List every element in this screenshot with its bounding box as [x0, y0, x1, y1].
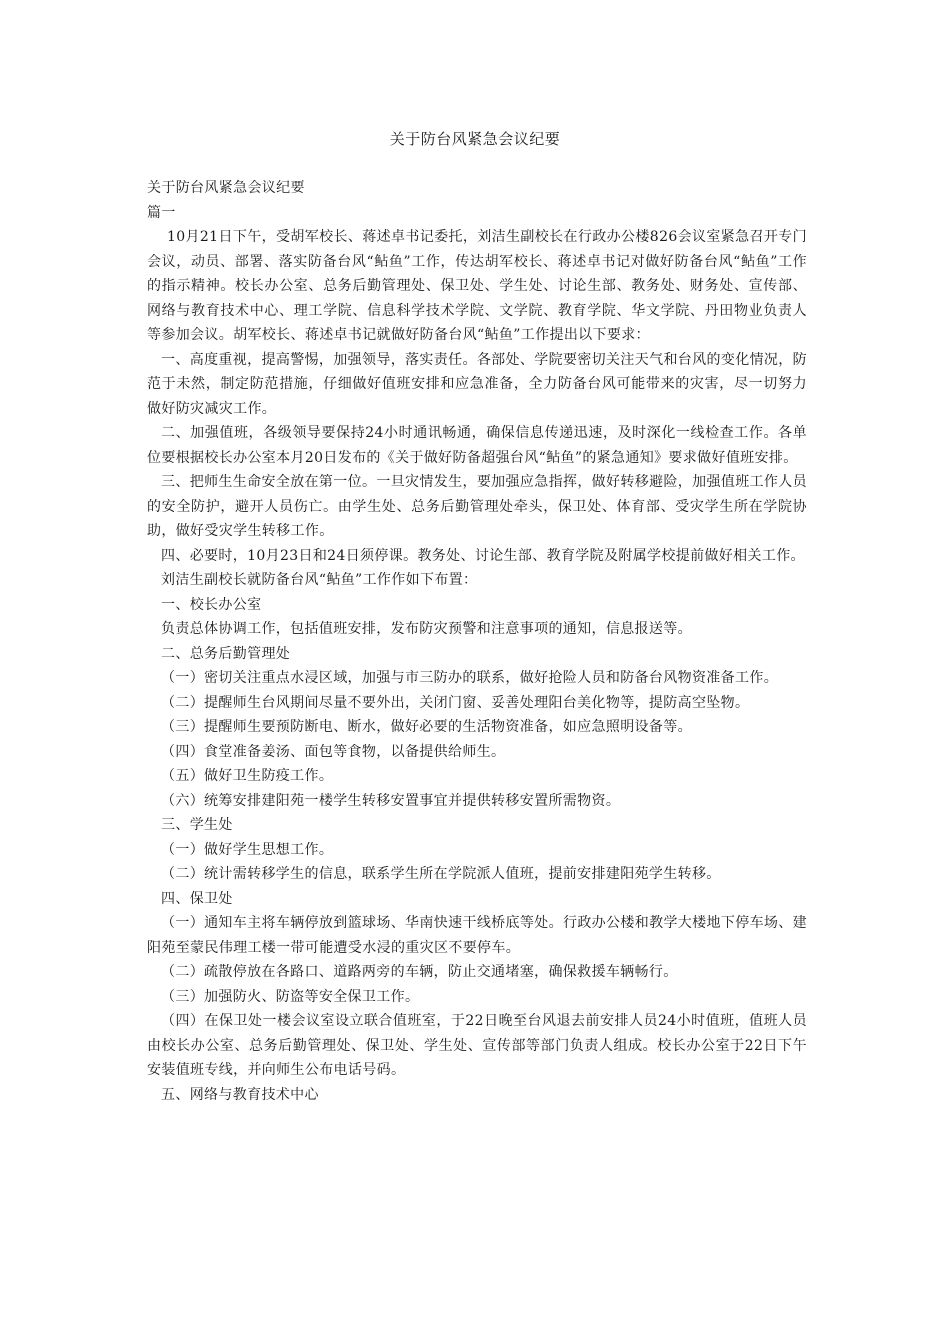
paragraph: （一）密切关注重点水浸区域，加强与市三防办的联系，做好抢险人员和防备台风物资准备工作。 — [161, 670, 779, 686]
paragraph: 二、总务后勤管理处 — [161, 645, 291, 662]
paragraph: （二）疏散停放在各路口、道路两旁的车辆，防止交通堵塞，确保救援车辆畅行。 — [161, 964, 678, 980]
paragraph: （一）通知车主将车辆停放到篮球场、华南快速干线桥底等处。行政办公楼和教学大楼地下停车场、建阳苑至蒙民伟理工楼一带可能遭受水浸的重灾区不要停车。 — [147, 915, 807, 956]
paragraph: （四）在保卫处一楼会议室设立联合值班室，于22日晚至台风退去前安排人员24小时值班，值班人员由校长办公室、总务后勤管理处、保卫处、学生处、宣传部等部门负责人组成。校长办公室于22日下午安装值班专线，并向师生公布电话号码。 — [147, 1013, 807, 1078]
paragraph: 一、校长办公室 — [161, 596, 262, 613]
paragraph: （五）做好卫生防疫工作。 — [161, 768, 334, 784]
paragraph: （一）做好学生思想工作。 — [161, 841, 334, 858]
paragraph: 三、学生处 — [161, 817, 233, 833]
paragraph: 二、加强值班，各级领导要保持24小时通讯畅通，确保信息传递迅速，及时深化一线检查工作。各单位要根据校长办公室本月20日发布的《关于做好防备超强台风“鲇鱼”的紧急通知》要求做好值班安排。 — [147, 425, 807, 466]
paragraph: 篇一 — [147, 204, 176, 221]
paragraph: （三）加强防火、防盗等安全保卫工作。 — [161, 988, 420, 1005]
paragraph: （三）提醒师生要预防断电、断水，做好必要的生活物资准备，如应急照明设备等。 — [161, 719, 692, 735]
paragraph: 四、必要时，10月23日和24日须停课。教务处、讨论生部、教育学院及附属学校提前做好相关工作。 — [161, 547, 805, 564]
paragraph: （二）统计需转移学生的信息，联系学生所在学院派人值班，提前安排建阳苑学生转移。 — [161, 866, 721, 882]
paragraph: 三、把师生生命安全放在第一位。一旦灾情发生，要加强应急指挥，做好转移避险，加强值班工作人员的安全防护，避开人员伤亡。由学生处、总务后勤管理处牵头，保卫处、体育部、受灾学生所在学院协助，做好受灾学生转移工作。 — [147, 474, 807, 539]
paragraph: （四）食堂准备姜汤、面包等食物，以备提供给师生。 — [161, 743, 506, 760]
paragraph: （二）提醒师生台风期间尽量不要外出，关闭门窗、妥善处理阳台美化物等，提防高空坠物。 — [161, 694, 750, 711]
paragraph: 五、网络与教育技术中心 — [161, 1086, 319, 1103]
paragraph: （六）统筹安排建阳苑一楼学生转移安置事宜并提供转移安置所需物资。 — [161, 792, 621, 809]
paragraph: 刘洁生副校长就防备台风“鲇鱼”工作作如下布置： — [161, 572, 478, 588]
paragraph: 10月21日下午，受胡军校长、蒋述卓书记委托，刘洁生副校长在行政办公楼826会议室紧急召开专门会议，动员、部署、落实防备台风“鲇鱼”工作，传达胡军校长、蒋述卓书记对做好防备台风“鲇鱼”工作的指示精神。校长办公室、总务后勤管理处、保卫处、学生处、讨论生部、教务处、财务处、宣传部、网络与教育技术中心、理工学院、信息科学技术学院、文学院、教育学院、华文学院、丹田物业负责人等参加会议。胡军校长、蒋述卓书记就做好防备台风“鲇鱼”工作提出以下要求： — [147, 229, 807, 343]
paragraph: 负责总体协调工作，包括值班安排，发布防灾预警和注意事项的通知，信息报送等。 — [161, 621, 692, 637]
document-title: 关于防台风紧急会议纪要 — [389, 130, 561, 148]
paragraph: 一、高度重视，提高警惕，加强领导，落实责任。各部处、学院要密切关注天气和台风的变化情况，防范于未然，制定防范措施，仔细做好值班安排和应急准备，全力防备台风可能带来的灾害，尽一切努力做好防灾减灾工作。 — [147, 351, 807, 417]
paragraph: 关于防台风紧急会议纪要 — [147, 180, 305, 196]
paragraph: 四、保卫处 — [161, 890, 233, 907]
document-body — [147, 176, 807, 1107]
